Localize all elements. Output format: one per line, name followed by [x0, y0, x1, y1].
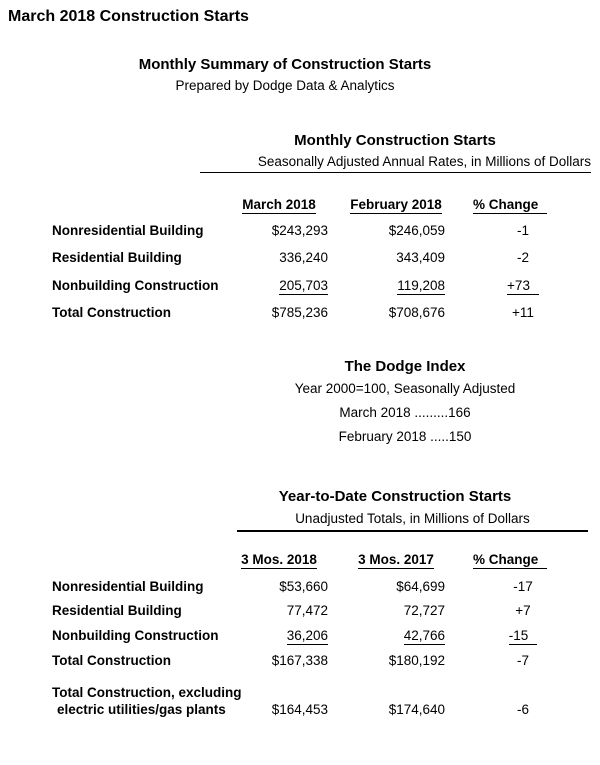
cell-value: $164,453 — [271, 702, 328, 717]
column-header-pct-change: % Change — [473, 196, 573, 213]
cell-pct: -1 — [516, 223, 529, 238]
cell-value: 343,409 — [396, 250, 445, 265]
dodge-index-entry: March 2018 .........166 — [339, 405, 471, 420]
cell-pct: +11 — [512, 305, 534, 320]
cell-value: 205,703 — [279, 278, 328, 293]
cell-pct: -2 — [516, 250, 529, 265]
dodge-index-heading: The Dodge Index — [344, 358, 466, 375]
cell-value: $167,338 — [271, 653, 328, 668]
cell-value: 336,240 — [279, 250, 328, 265]
row-label: Total Construction — [52, 653, 171, 668]
table-row-excluding — [0, 684, 600, 718]
cell-value: 72,727 — [403, 603, 445, 618]
table-row — [0, 627, 600, 644]
table-row — [0, 222, 600, 239]
cell-value: $53,660 — [279, 579, 328, 594]
summary-block — [0, 56, 570, 93]
ytd-heading: Year-to-Date Construction Starts — [278, 488, 512, 505]
row-label — [52, 684, 242, 718]
table-row — [0, 602, 600, 619]
cell-value: 36,206 — [286, 628, 328, 643]
cell-value: 119,208 — [397, 278, 445, 293]
cell-value: $243,293 — [271, 223, 328, 238]
cell-value: $180,192 — [388, 653, 445, 668]
row-label: Nonbuilding Construction — [52, 628, 219, 643]
column-header-february-2018: February 2018 — [350, 197, 442, 212]
column-header-march-2018: March 2018 — [242, 197, 316, 212]
summary-title: Monthly Summary of Construction Starts — [138, 56, 432, 73]
ytd-subheading: Unadjusted Totals, in Millions of Dollars — [237, 511, 588, 532]
table-row — [0, 277, 600, 294]
row-label: Residential Building — [52, 603, 182, 618]
row-label: Total Construction — [52, 305, 171, 320]
row-label: Nonbuilding Construction — [52, 278, 219, 293]
cell-value: $708,676 — [388, 305, 445, 320]
table-row — [0, 652, 600, 669]
cell-pct: -15 — [473, 627, 573, 644]
dodge-index-block — [205, 358, 600, 444]
table-row — [0, 249, 600, 266]
row-label: Nonresidential Building — [52, 223, 204, 238]
cell-pct: -7 — [516, 653, 529, 668]
column-header-3mos-2017: 3 Mos. 2017 — [358, 552, 434, 567]
cell-pct: +7 — [515, 603, 531, 618]
cell-pct: +73 — [473, 277, 573, 294]
cell-value: $785,236 — [271, 305, 328, 320]
column-header-pct-change: % Change — [473, 551, 573, 568]
column-header-3mos-2018: 3 Mos. 2018 — [241, 552, 317, 567]
cell-value: $64,699 — [396, 579, 445, 594]
doc-title: March 2018 Construction Starts — [8, 8, 249, 25]
monthly-subheading: Seasonally Adjusted Annual Rates, in Millions of Dollars — [200, 154, 591, 173]
dodge-index-subheading: Year 2000=100, Seasonally Adjusted — [294, 381, 516, 396]
ytd-header-row — [0, 551, 600, 568]
cell-value: $246,059 — [388, 223, 445, 238]
dodge-index-entry: February 2018 .....150 — [338, 429, 472, 444]
table-row — [0, 578, 600, 595]
monthly-heading: Monthly Construction Starts — [294, 132, 496, 149]
cell-pct: -17 — [513, 579, 533, 594]
cell-value: $174,640 — [388, 702, 445, 717]
row-label: Nonresidential Building — [52, 579, 204, 594]
row-label: Residential Building — [52, 250, 182, 265]
prepared-by: Prepared by Dodge Data & Analytics — [175, 78, 395, 93]
cell-value: 42,766 — [403, 628, 445, 643]
table-row — [0, 304, 600, 321]
cell-pct: -6 — [516, 702, 529, 717]
monthly-header-row — [0, 196, 600, 213]
cell-value: 77,472 — [286, 603, 328, 618]
row-label-line2: electric utilities/gas plants — [57, 702, 226, 717]
row-label-line1: Total Construction, excluding — [52, 685, 242, 700]
